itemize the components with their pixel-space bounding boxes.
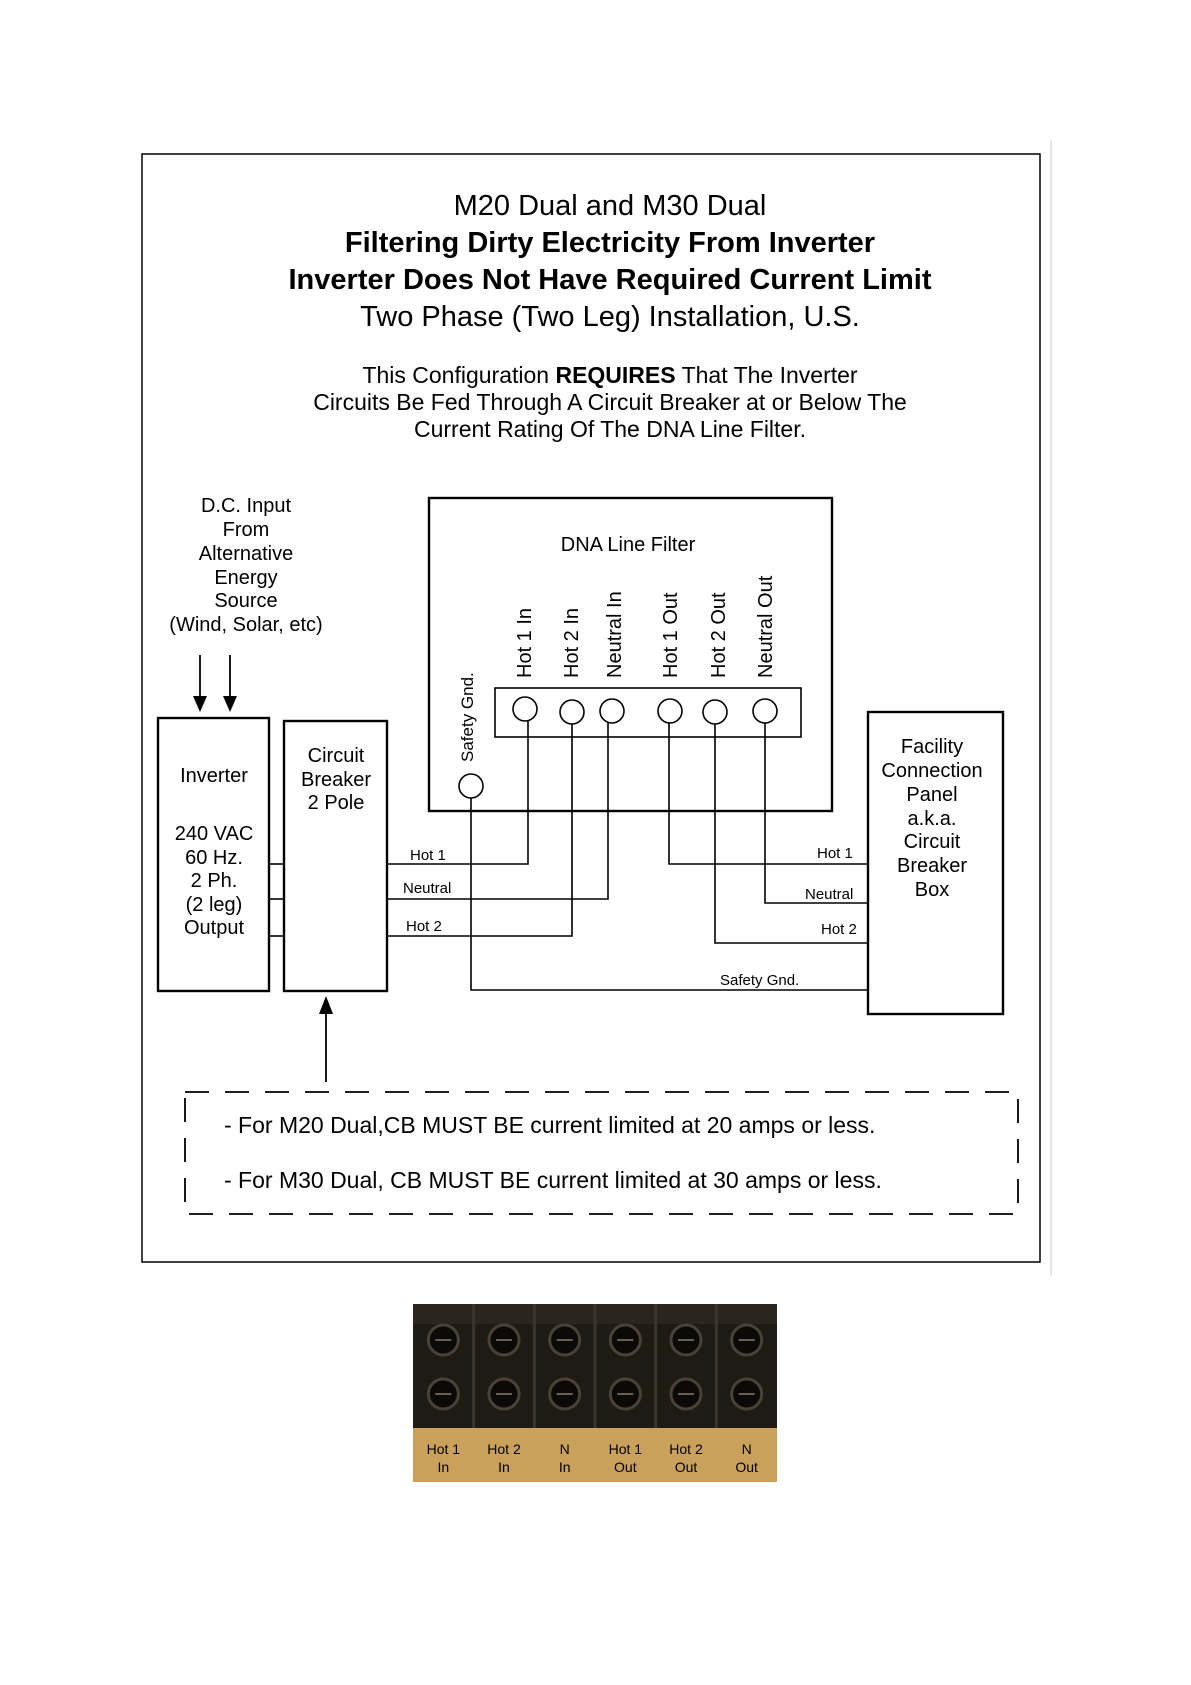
facility-panel-label: a.k.a. xyxy=(907,808,957,830)
circuit-breaker-label: 2 Pole xyxy=(307,792,365,814)
safety-ground-label: Safety Gnd. xyxy=(458,672,477,762)
terminal-hot2-in xyxy=(560,700,584,724)
title-line-3: Inverter Does Not Have Required Current Limit xyxy=(288,264,932,296)
photo-label-top: Hot 2 xyxy=(487,1441,521,1457)
facility-panel-label: Breaker xyxy=(896,855,968,877)
inverter-spec: (2 leg) xyxy=(185,894,243,916)
inverter-spec: 2 Ph. xyxy=(190,870,238,892)
photo-label-top: Hot 1 xyxy=(426,1441,461,1457)
requirement-m20: - For M20 Dual,CB MUST BE current limited at 20 amps or less. xyxy=(224,1112,876,1138)
dc-input-line: Alternative xyxy=(198,543,294,565)
facility-panel-label: Circuit xyxy=(903,831,961,853)
facility-panel-label: Box xyxy=(914,879,950,901)
wire-label-neutral-right: Neutral xyxy=(805,886,854,903)
facility-panel-label: Facility xyxy=(900,736,964,758)
wire-label-neutral-left: Neutral xyxy=(403,880,452,897)
dc-input-line: (Wind, Solar, etc) xyxy=(169,614,323,636)
wire-label-hot2-left: Hot 2 xyxy=(406,918,442,935)
wire-label-hot1-left: Hot 1 xyxy=(410,847,446,864)
note-line-1-post: That The Inverter xyxy=(675,362,858,388)
wire-label-hot1-right: Hot 1 xyxy=(817,845,853,862)
terminal-label-hot1-out: Hot 1 Out xyxy=(660,592,682,678)
dc-input-line: D.C. Input xyxy=(200,495,292,517)
photo-label-bottom: In xyxy=(498,1459,510,1475)
terminal-neutral-in xyxy=(600,699,624,723)
note-line-1-pre: This Configuration xyxy=(362,362,556,388)
terminal-block-photo xyxy=(413,1304,777,1482)
terminal-label-hot2-out: Hot 2 Out xyxy=(708,592,730,678)
terminal-block-label-strip xyxy=(413,1428,777,1482)
note-line-1-bold: REQUIRES xyxy=(555,362,676,388)
facility-panel-label: Connection xyxy=(881,760,983,782)
dc-input-line: From xyxy=(222,519,270,541)
inverter-spec: 240 VAC xyxy=(174,823,254,845)
title-line-2: Filtering Dirty Electricity From Inverter xyxy=(344,227,876,259)
photo-label-bottom: In xyxy=(558,1459,571,1475)
circuit-breaker-label: Breaker xyxy=(300,769,372,791)
photo-label-top: N xyxy=(741,1441,752,1457)
note-line-1 xyxy=(362,362,857,388)
terminal-label-neutral-in: Neutral In xyxy=(604,591,626,678)
dc-input-line: Energy xyxy=(214,567,278,589)
facility-panel-label: Panel xyxy=(906,784,958,806)
terminal-label-hot1-in: Hot 1 In xyxy=(514,607,536,678)
terminal-safety-ground xyxy=(459,774,483,798)
terminal-neutral-out xyxy=(753,699,777,723)
title-line-4: Two Phase (Two Leg) Installation, U.S. xyxy=(360,301,860,333)
requirement-m30: - For M30 Dual, CB MUST BE current limited at 30 amps or less. xyxy=(224,1167,882,1193)
photo-label-bottom: Out xyxy=(614,1459,637,1475)
photo-label-top: N xyxy=(559,1441,570,1457)
circuit-breaker-label: Circuit xyxy=(307,745,365,767)
terminal-hot1-out xyxy=(658,699,682,723)
dc-input-line: Source xyxy=(214,590,278,612)
inverter-spec: Output xyxy=(183,917,245,939)
wire-label-safety-ground: Safety Gnd. xyxy=(720,972,800,989)
note-line-2: Circuits Be Fed Through A Circuit Breaker at or Below The xyxy=(313,389,907,415)
wire-label-hot2-right: Hot 2 xyxy=(821,921,857,938)
inverter-title: Inverter xyxy=(180,765,248,787)
inverter-spec: 60 Hz. xyxy=(185,847,243,869)
photo-label-bottom: Out xyxy=(735,1459,758,1475)
terminal-hot1-in xyxy=(513,697,537,721)
photo-label-top: Hot 2 xyxy=(669,1441,703,1457)
line-filter-title: DNA Line Filter xyxy=(560,534,696,556)
photo-label-bottom: Out xyxy=(674,1459,698,1475)
terminal-label-hot2-in: Hot 2 In xyxy=(561,607,583,678)
title-line-1: M20 Dual and M30 Dual xyxy=(453,190,767,222)
photo-label-top: Hot 1 xyxy=(608,1441,643,1457)
terminal-label-neutral-out: Neutral Out xyxy=(755,575,777,678)
note-line-3: Current Rating Of The DNA Line Filter. xyxy=(413,416,807,442)
terminal-hot2-out xyxy=(703,700,727,724)
photo-label-bottom: In xyxy=(437,1459,450,1475)
